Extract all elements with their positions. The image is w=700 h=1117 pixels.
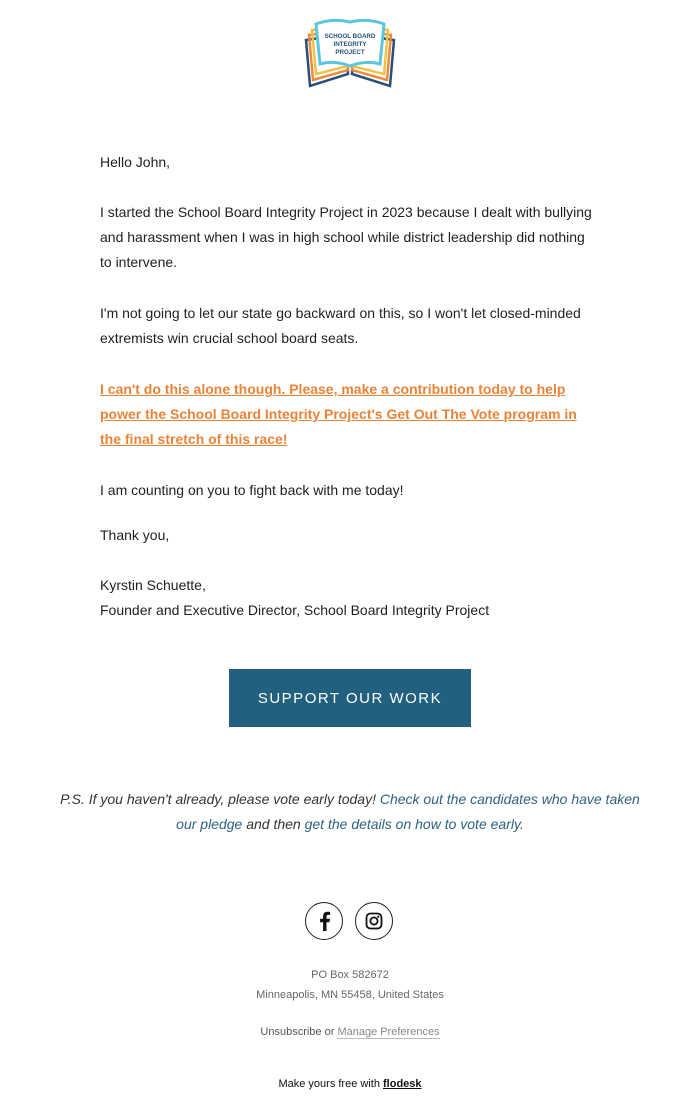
postscript [50, 787, 650, 837]
svg-text:SCHOOL BOARD: SCHOOL BOARD [324, 33, 376, 40]
instagram-icon[interactable] [355, 902, 393, 940]
flodesk-prefix: Make yours free with [278, 1078, 384, 1090]
ps-prefix: P.S. If you haven't already, please vote early today! [60, 791, 380, 807]
closing: Thank you, [100, 527, 170, 543]
paragraph-backward: I'm not going to let our state go backward on this, so I won't let closed-minded extremists win crucial school board seats. [100, 305, 581, 346]
or-text: or [321, 1026, 338, 1038]
unsubscribe-row [0, 1026, 700, 1038]
vote-early-details-link[interactable]: get the details on how to vote early. [304, 816, 524, 832]
address-city: Minneapolis, MN 55458, United States [256, 989, 444, 1001]
signer-title: Founder and Executive Director, School Board Integrity Project [100, 602, 490, 618]
facebook-icon[interactable] [305, 902, 343, 940]
address-po-box: PO Box 582672 [311, 969, 389, 981]
greeting: Hello John, [100, 154, 171, 170]
paragraph-intro: I started the School Board Integrity Project in 2023 because I dealt with bullying and harassment when I was in high school while district leadership did nothing to intervene. [100, 204, 592, 270]
candidates-pledge-link[interactable]: Check out the candidates who have taken our pledge [176, 791, 640, 832]
manage-preferences-link[interactable]: Manage Preferences [337, 1026, 440, 1038]
signer-name: Kyrstin Schuette, [100, 577, 206, 593]
school-board-integrity-project-logo [300, 16, 400, 88]
svg-text:PROJECT: PROJECT [335, 49, 365, 56]
paragraph-counting: I am counting on you to fight back with me today! [100, 482, 404, 498]
unsubscribe-link[interactable]: Unsubscribe [260, 1026, 322, 1038]
ps-middle: and then [242, 816, 305, 832]
support-our-work-button[interactable]: SUPPORT OUR WORK [229, 669, 471, 727]
svg-text:INTEGRITY: INTEGRITY [333, 41, 367, 48]
flodesk-link[interactable]: flodesk [383, 1078, 422, 1090]
contribution-link[interactable]: I can't do this alone though. Please, make a contribution today to help power the School Board Integrity Project's Get Out The Vote program in the final stretch of this race! [100, 381, 577, 447]
flodesk-credit [0, 1078, 700, 1090]
